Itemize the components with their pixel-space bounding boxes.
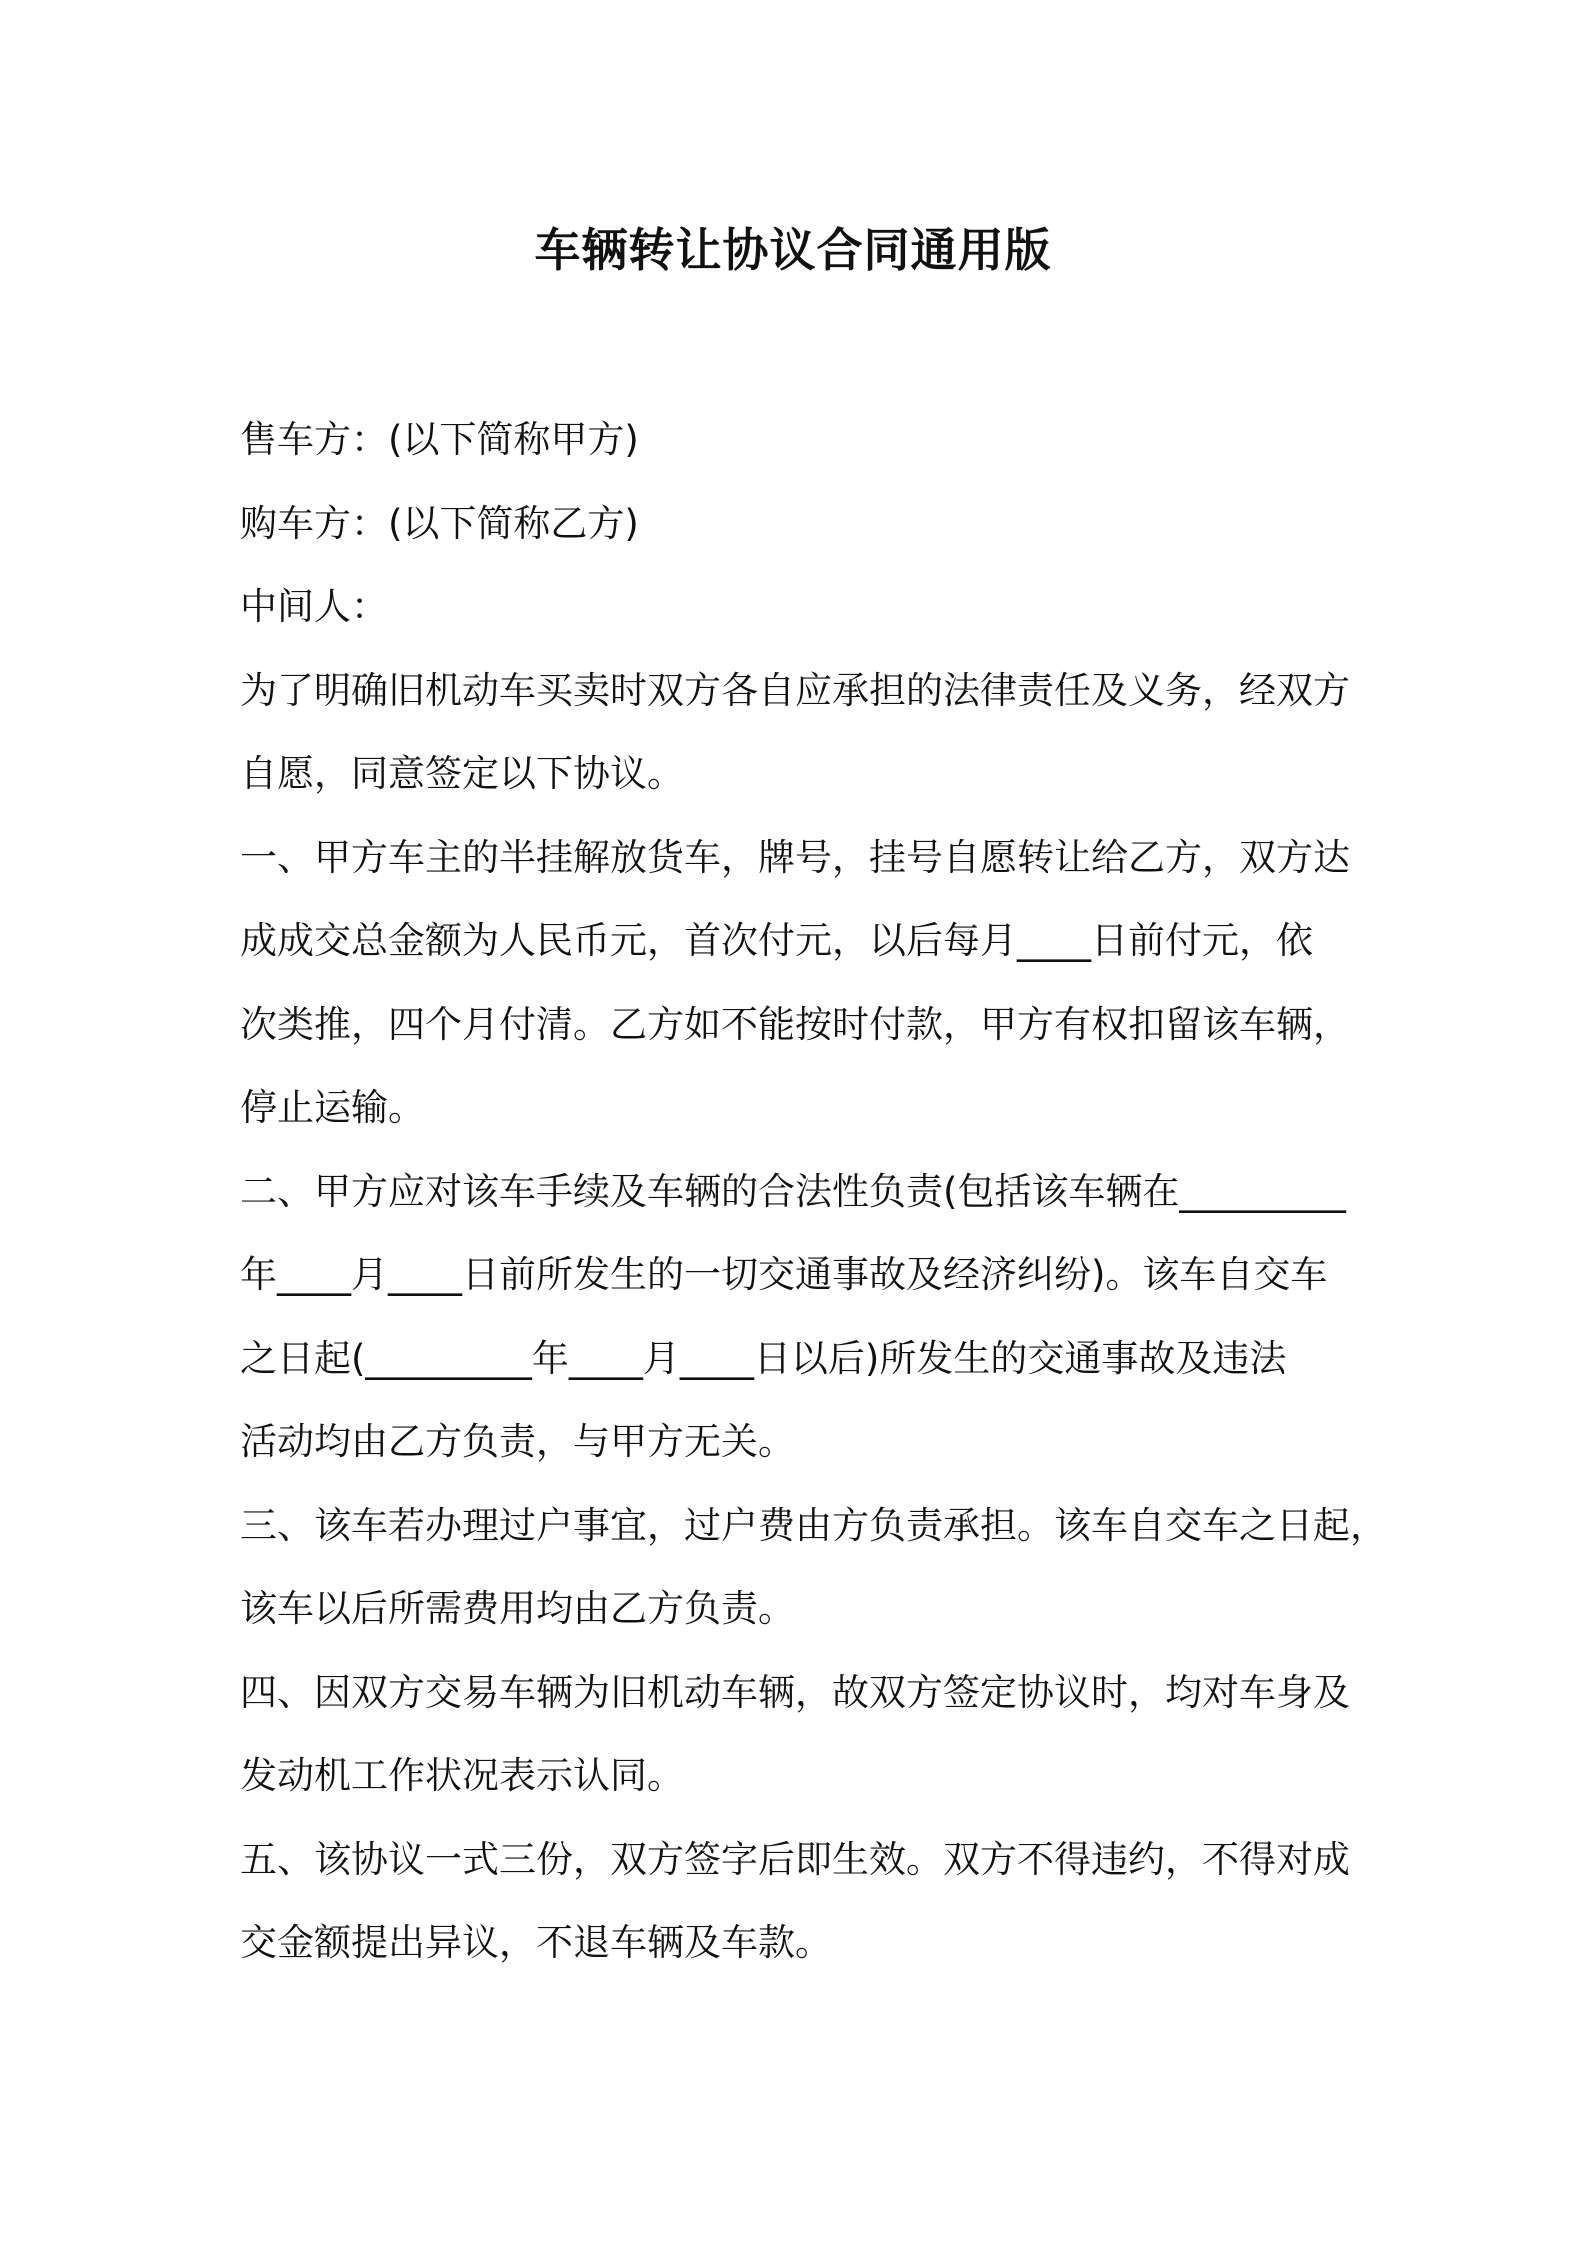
clause-2-line-4: 活动均由乙方负责，与甲方无关。 — [240, 1420, 795, 1463]
buyer-line: 购车方：(以下简称乙方) — [240, 501, 639, 545]
clause-4-line-2: 发动机工作状况表示认同。 — [240, 1754, 684, 1797]
clause-1-line-1: 一、甲方车主的半挂解放货车，牌号，挂号自愿转让给乙方，双方达 — [240, 835, 1350, 879]
clause-2-line-3: 之日起(_________年____月____日以后)所发生的交通事故及违法 — [240, 1336, 1287, 1380]
clause-1-line-3: 次类推，四个月付清。乙方如不能按时付款，甲方有权扣留该车辆， — [240, 1002, 1350, 1046]
clause-5-line-2: 交金额提出异议，不退车辆及车款。 — [240, 1921, 832, 1964]
preamble-line-1: 为了明确旧机动车买卖时双方各自应承担的法律责任及义务，经双方 — [240, 668, 1350, 712]
clause-1-line-2: 成成交总金额为人民币元，首次付元，以后每月____日前付元，依 — [240, 919, 1313, 962]
intermediary-line: 中间人： — [240, 585, 388, 628]
clause-1-line-4: 停止运输。 — [240, 1086, 425, 1129]
clause-2-line-1: 二、甲方应对该车手续及车辆的合法性负责(包括该车辆在_________ — [240, 1169, 1346, 1213]
preamble-line-2: 自愿，同意签定以下协议。 — [240, 752, 684, 795]
seller-line: 售车方：(以下简称甲方) — [240, 418, 639, 461]
document-body — [240, 398, 1387, 1985]
document-title: 车辆转让协议合同通用版 — [534, 223, 1052, 277]
clause-5-line-1: 五、该协议一式三份，双方签字后即生效。双方不得违约，不得对成 — [240, 1837, 1350, 1881]
clause-3-line-2: 该车以后所需费用均由乙方负责。 — [240, 1587, 795, 1630]
clause-4-line-1: 四、因双方交易车辆为旧机动车辆，故双方签定协议时，均对车身及 — [240, 1670, 1350, 1714]
clause-2-line-2: 年____月____日前所发生的一切交通事故及经济纠纷)。该车自交车 — [240, 1253, 1328, 1296]
clause-3-line-1: 三、该车若办理过户事宜，过户费由方负责承担。该车自交车之日起， — [240, 1503, 1387, 1547]
